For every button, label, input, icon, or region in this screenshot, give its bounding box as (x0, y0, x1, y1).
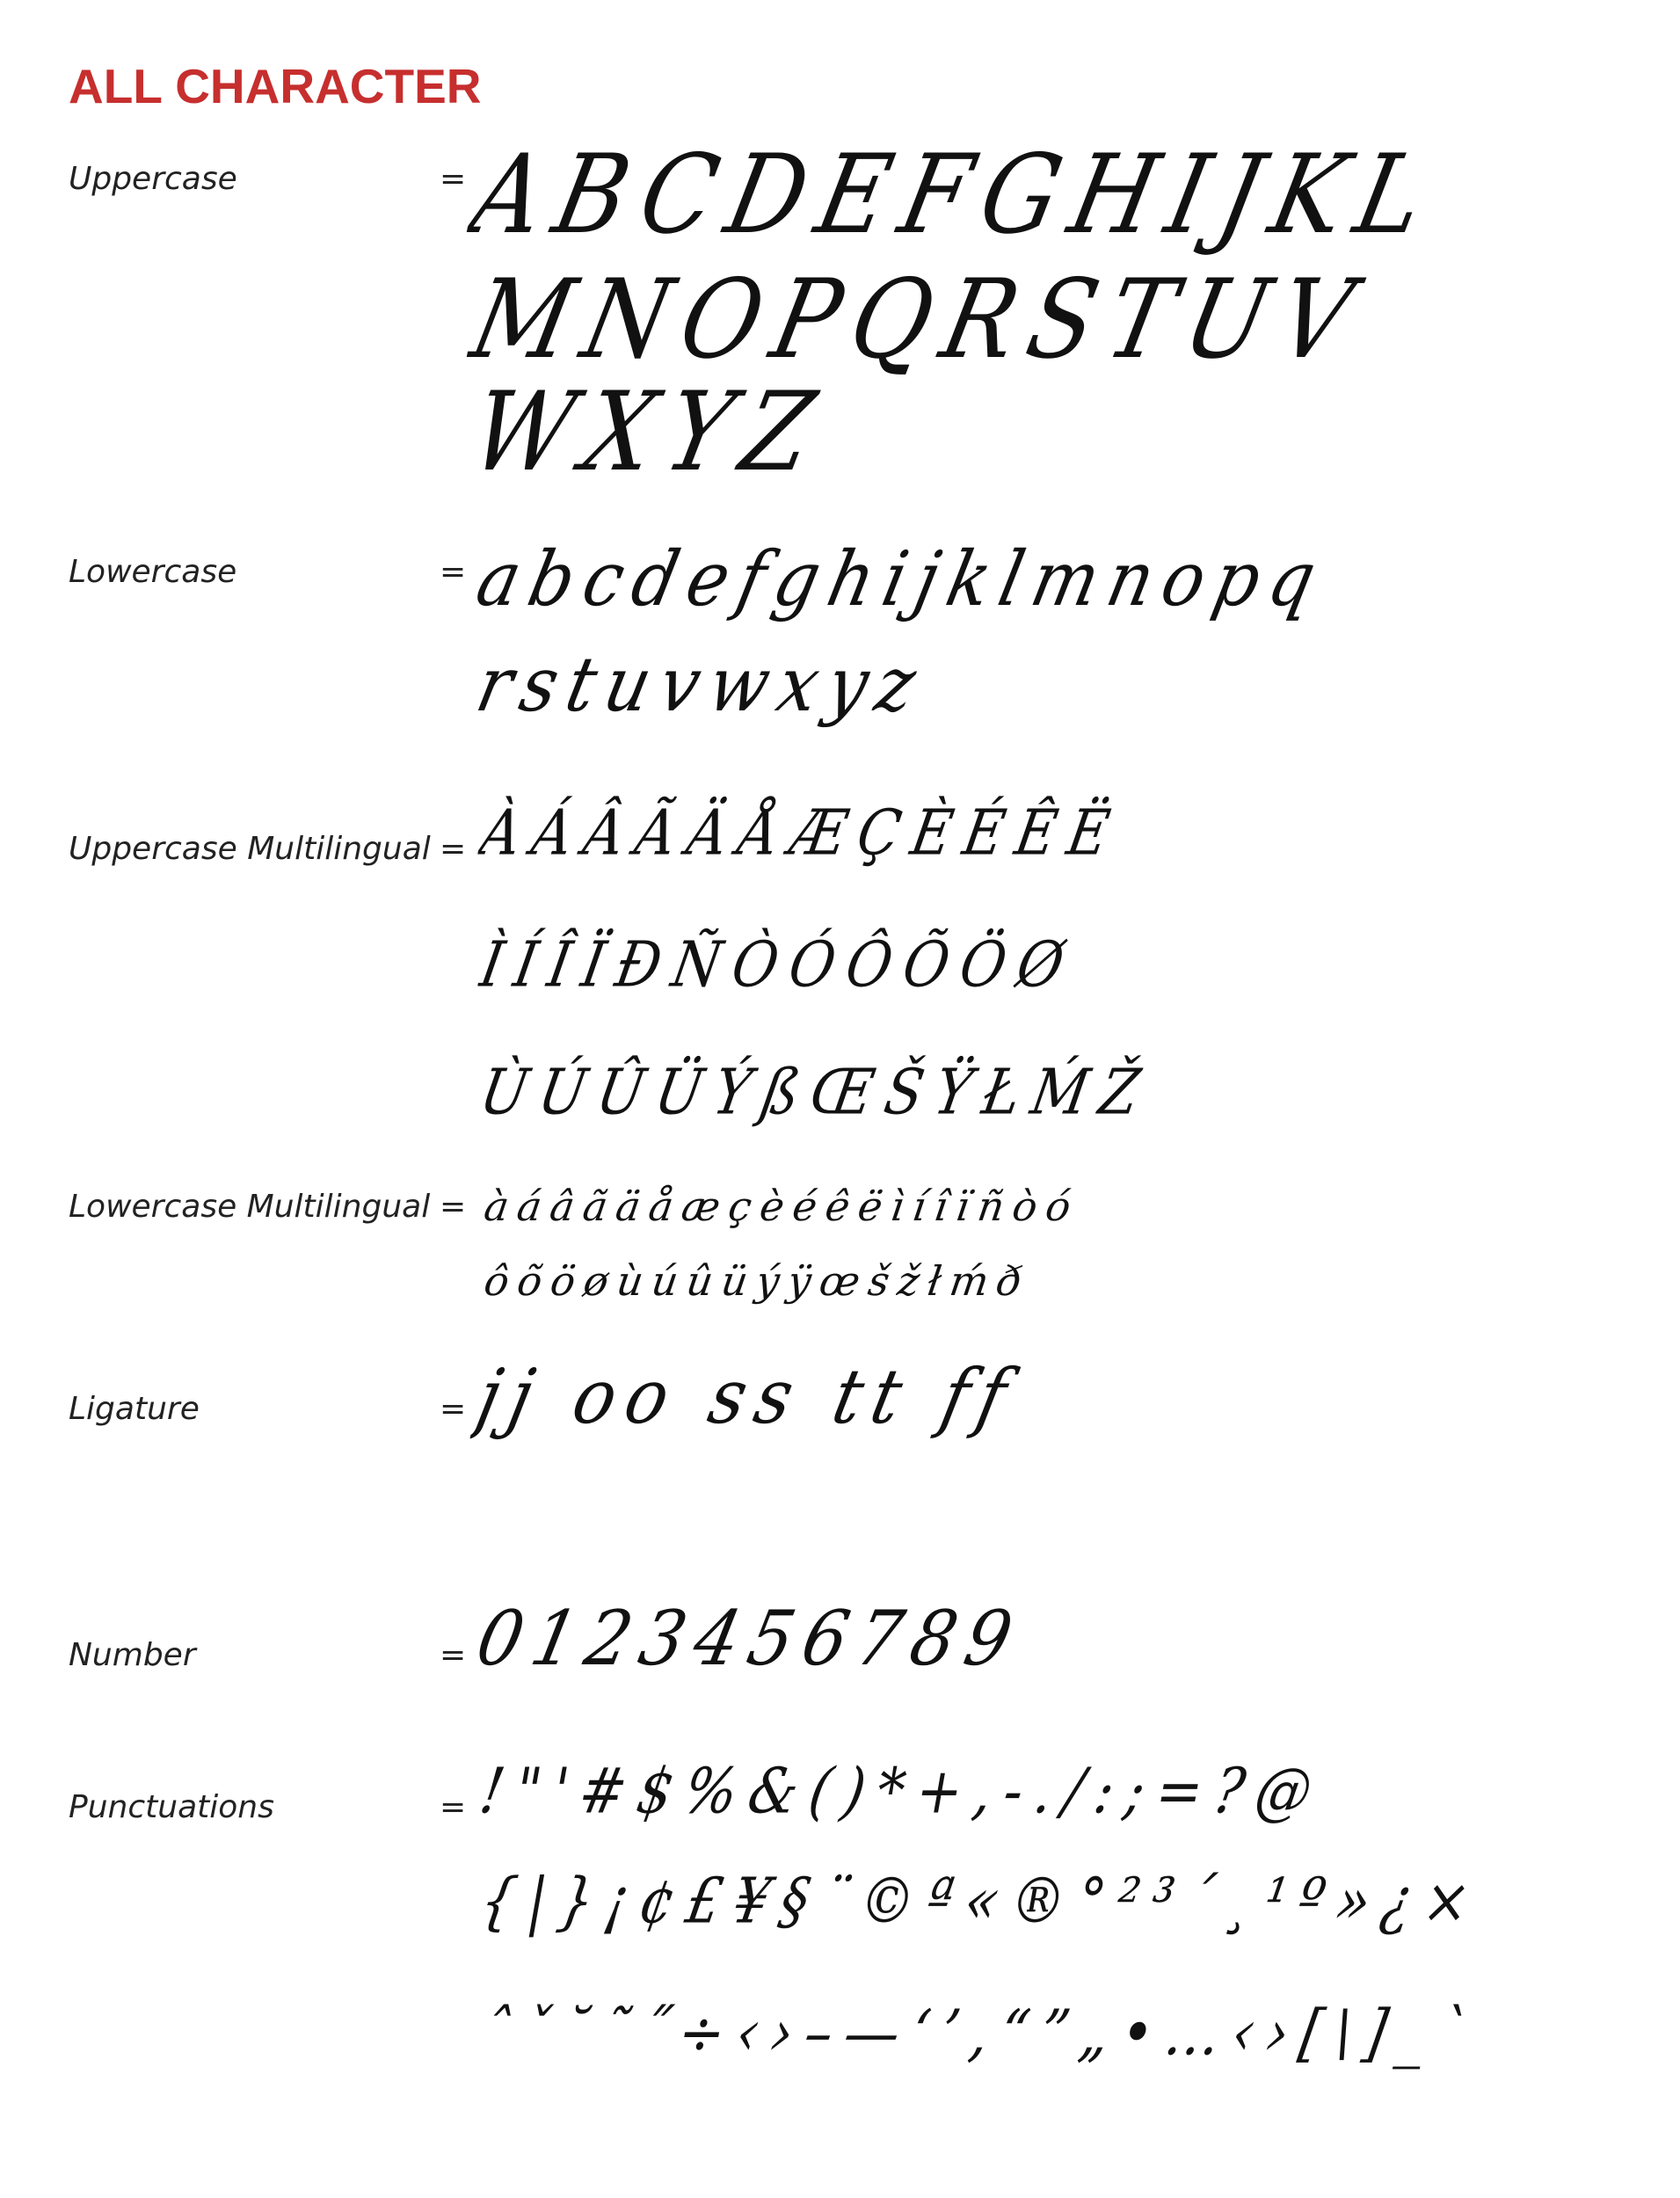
glyph-line-lowercase-1: abcdefghijklmnopq (469, 536, 1334, 623)
glyph-line-punctuations-2: {|}¡¢£¥§¨©ª«®°²³´¸¹º»¿× (475, 1864, 1489, 1938)
equals-sign: = (440, 161, 467, 197)
section-label-number: Number (69, 1637, 196, 1673)
glyph-line-uppercase-2: MNOPQRSTUV (461, 257, 1378, 383)
section-label-lowercase-multilingual: Lowercase Multilingual (69, 1189, 431, 1225)
equals-sign: = (440, 1189, 467, 1225)
section-label-uppercase-multilingual: Uppercase Multilingual (69, 831, 431, 867)
glyph-line-punctuations-1: !"'#$%&()*+,-./:;=?@ (475, 1754, 1330, 1828)
glyph-line-lowercase-multilingual-2: ôõöøùúûüýÿœšžłḿð (481, 1257, 1034, 1305)
glyph-line-lowercase-multilingual-1: àáâãäåæçèéêëìíîïñòó (481, 1183, 1083, 1230)
section-label-ligature: Ligature (69, 1391, 200, 1427)
glyph-line-punctuations-3: ˆˇ˘˜˝÷‹›–—‘’‚“”„•…‹›[\]_` (475, 1996, 1485, 2070)
equals-sign: = (440, 1637, 467, 1673)
glyph-line-ligature: jj oo ss tt ff (469, 1354, 1024, 1441)
glyph-line-uppercase-multilingual-2: ÌÍÎÏÐÑÒÓÔÕÖØ (475, 928, 1082, 1001)
glyph-line-uppercase-multilingual-3: ÙÚÛÜÝßŒŠŸŁḾŽ (475, 1055, 1158, 1129)
page-title: ALL CHARACTER (69, 59, 482, 113)
equals-sign: = (440, 1391, 467, 1427)
equals-sign: = (440, 831, 467, 867)
glyph-line-lowercase-2: rstuvwxyz (469, 642, 934, 729)
equals-sign: = (440, 1789, 467, 1825)
equals-sign: = (440, 554, 467, 590)
glyph-line-number: 0123456789 (469, 1596, 1030, 1683)
section-label-uppercase: Uppercase (69, 161, 237, 197)
glyph-line-uppercase-1: ABCDEFGHIJKL (461, 132, 1450, 258)
glyph-line-uppercase-multilingual-1: ÀÁÂÃÄÅÆÇÈÉÊË (475, 796, 1128, 870)
glyph-line-uppercase-3: WXYZ (461, 369, 839, 496)
section-label-punctuations: Punctuations (69, 1789, 274, 1825)
section-label-lowercase: Lowercase (69, 554, 237, 590)
